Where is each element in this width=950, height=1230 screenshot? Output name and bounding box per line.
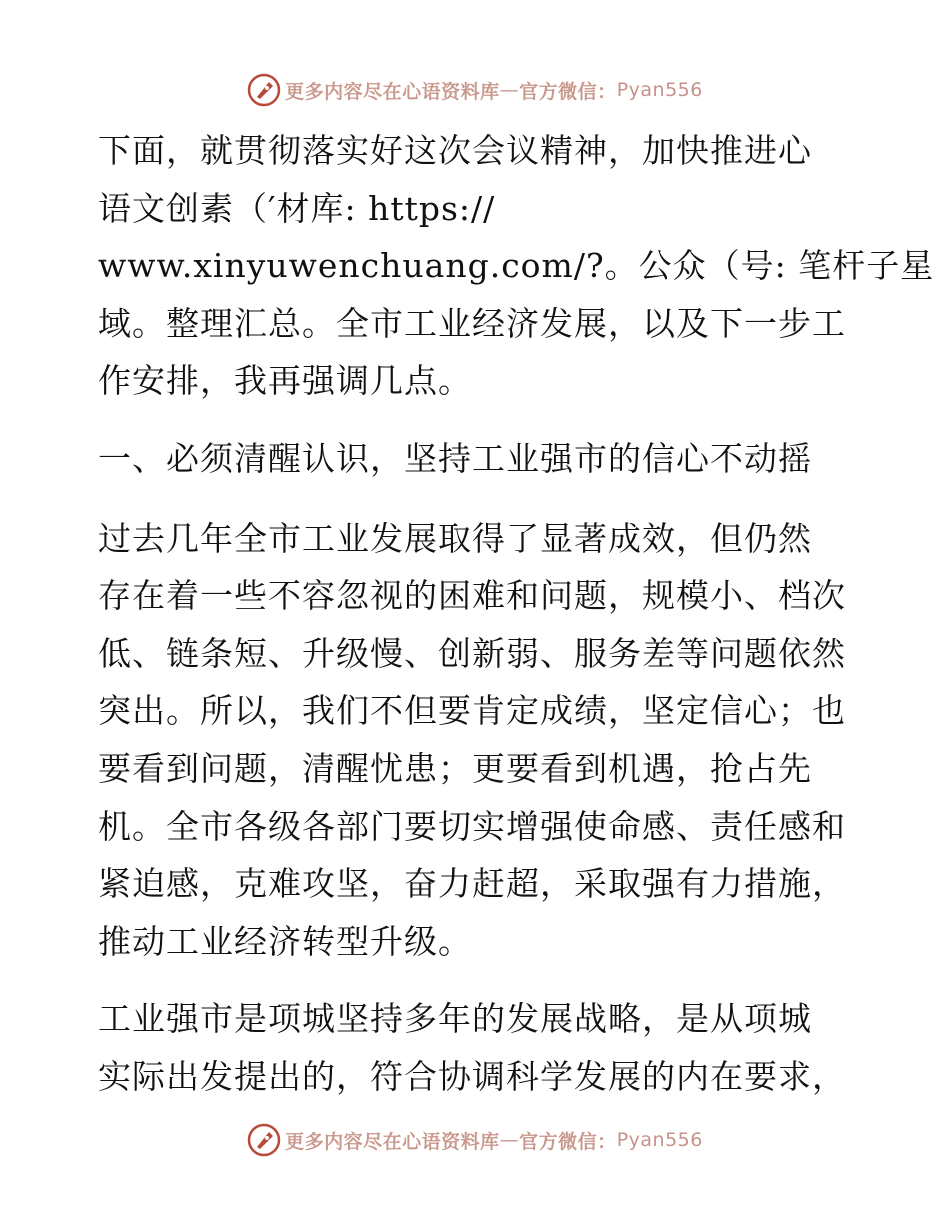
watermark-text: 更多内容尽在心语资料库 — [285, 1130, 500, 1153]
watermark-wechat-id: Pyan556 — [616, 79, 703, 101]
text-line: 下面，就贯彻落实好这次会议精神，加快推进心 — [98, 131, 812, 170]
watermark-wechat-label: 官方微信： — [519, 80, 617, 103]
text-line: 推动工业经济转型升级。 — [98, 921, 472, 961]
text-line: 低、链条短、升级慢、创新弱、服务差等问题依然 — [98, 633, 846, 673]
watermark-wechat-id: Pyan556 — [616, 1129, 703, 1151]
text-line: 紧迫感，克难攻坚，奋力赶超，采取强有力措施， — [98, 864, 846, 904]
text-line: www.xinyuwenchuang.com/?。公众（号: 笔杆子星 — [98, 246, 935, 286]
paragraph-strategy — [98, 990, 858, 1105]
header-watermark — [0, 68, 950, 112]
watermark-dash: — — [499, 1129, 520, 1151]
text-line: 工业强市是项城坚持多年的发展战略，是从项城 — [98, 999, 812, 1039]
text-line: 要看到问题，清醒忧患；更要看到机遇，抢占先 — [98, 748, 812, 788]
document-body — [98, 122, 935, 1126]
paragraph-intro — [98, 122, 935, 410]
text-line: 存在着一些不容忽视的困难和问题，规模小、档次 — [98, 576, 846, 616]
text-line: 域。整理汇总。全市工业经济发展，以及下一步工 — [98, 303, 846, 343]
text-line: 语文创素（′材库: https:// — [98, 188, 496, 228]
watermark-wechat-label: 官方微信： — [519, 1130, 617, 1153]
section-heading — [98, 430, 858, 488]
pen-nib-logo-icon — [247, 73, 281, 107]
text-line: 突出。所以，我们不但要肯定成绩，坚定信心；也 — [98, 691, 846, 731]
heading-line: 一、必须清醒认识，坚持工业强市的信心不动摇 — [98, 438, 812, 478]
text-line: 作安排，我再强调几点。 — [98, 361, 472, 401]
watermark-dash: — — [499, 79, 520, 101]
pen-nib-logo-icon — [247, 1123, 281, 1157]
text-line: 机。全市各级各部门要切实增强使命感、责任感和 — [98, 806, 846, 846]
paragraph-problems — [98, 510, 858, 971]
text-line: 过去几年全市工业发展取得了显著成效，但仍然 — [98, 518, 812, 558]
watermark-text: 更多内容尽在心语资料库 — [285, 80, 500, 103]
footer-watermark — [0, 1118, 950, 1162]
text-line: 实际出发提出的，符合协调科学发展的内在要求， — [98, 1056, 846, 1096]
